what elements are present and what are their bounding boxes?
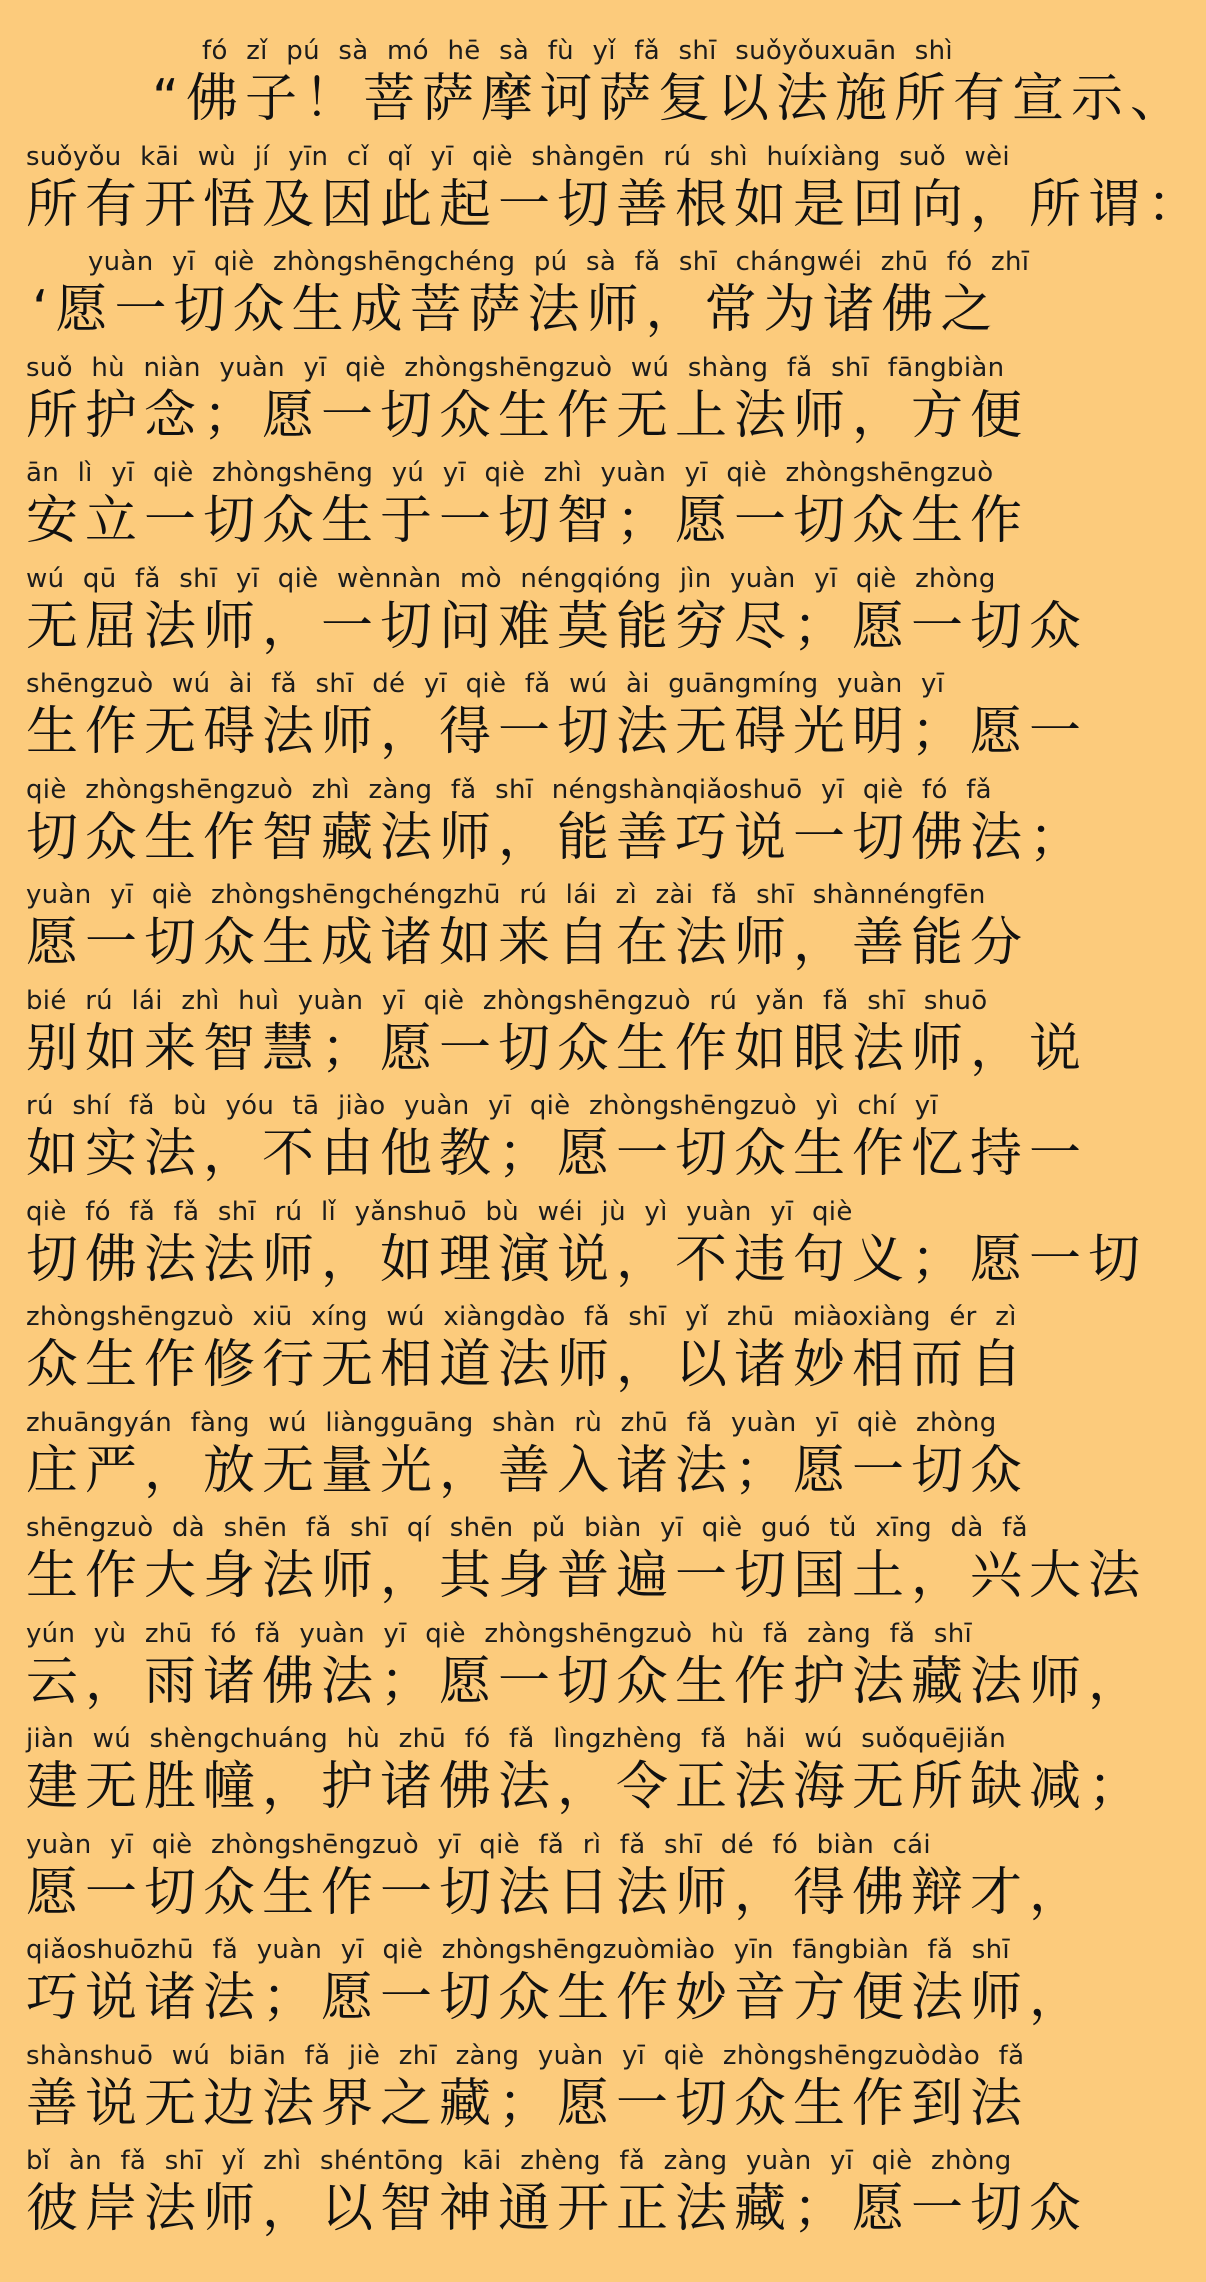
hanzi-row: 切众生作智藏法师，能善巧说一切佛法； xyxy=(26,807,1089,868)
verse-line-21 xyxy=(26,2144,1089,2250)
pinyin-row: zhòngshēngzuò xiū xíng wú xiàngdào fǎ shī yǐ zhū miàoxiàng ér zì xyxy=(26,1302,1017,1332)
hanzi-row: 巧说诸法；愿一切众生作妙音方便法师， xyxy=(26,1968,1089,2028)
hanzi-row: 别如来智慧；愿一切众生作如眼法师，说 xyxy=(26,1018,1089,1079)
verse-line-4 xyxy=(26,351,1058,457)
verse-line-18 xyxy=(26,1828,1089,1934)
hanzi-row: 如实法，不由他教；愿一切众生作忆持一 xyxy=(26,1124,1089,1184)
hanzi-row: 愿一切众生成诸如来自在法师，善能分 xyxy=(26,913,1030,973)
pinyin-row: zhuāngyán fàng wú liàngguāng shàn rù zhū fǎ yuàn yī qiè zhòng xyxy=(26,1407,997,1438)
hanzi-row: 所有开悟及因此起一切善根如是回向，所谓： xyxy=(26,174,1206,235)
verse-line-10 xyxy=(26,984,1089,1090)
pinyin-row: rú shí fǎ bù yóu tā jiào yuàn yī qiè zhòngshēngzuò yì chí yī xyxy=(26,1091,938,1121)
verse-line-20 xyxy=(26,2039,1058,2145)
pinyin-row: shēngzuò wú ài fǎ shī dé yī qiè fǎ wú ài guāngmíng yuàn yī xyxy=(26,669,945,699)
verse-line-6 xyxy=(26,562,1089,668)
hanzi-row: 切佛法法师，如理演说，不违句义；愿一切 xyxy=(26,1229,1148,1290)
verse-line-3 xyxy=(26,245,1058,351)
hanzi-row: 众生作修行无相道法师，以诸妙相而自 xyxy=(26,1335,1030,1395)
verse-line-9 xyxy=(26,878,1058,984)
verse-line-13 xyxy=(26,1300,1058,1406)
pinyin-row: yuàn yī qiè zhòngshēngzuò yī qiè fǎ rì fǎ shī dé fó biàn cái xyxy=(26,1829,931,1860)
hanzi-row: ‘愿一切众生成菩萨法师，常为诸佛之 xyxy=(32,280,1000,340)
hanzi-row: 生作无碍法师，得一切法无碍光明；愿一 xyxy=(26,702,1089,762)
hanzi-row: 无屈法师，一切问难莫能穷尽；愿一切众 xyxy=(26,596,1089,657)
hanzi-row: 云，雨诸佛法；愿一切众生作护法藏法师， xyxy=(26,1651,1148,1712)
hanzi-row: 愿一切众生作一切法日法师，得佛辩才， xyxy=(26,1862,1089,1923)
pinyin-row: qiè fó fǎ fǎ shī rú lǐ yǎnshuō bù wéi jù yì yuàn yī qiè xyxy=(26,1196,853,1227)
hanzi-row: 安立一切众生于一切智；愿一切众生作 xyxy=(26,491,1030,551)
pinyin-row: fó zǐ pú sà mó hē sà fù yǐ fǎ shī suǒyǒuxuān shì xyxy=(202,36,953,66)
verse-line-17 xyxy=(26,1722,1148,1828)
pinyin-row: shēngzuò dà shēn fǎ shī qí shēn pǔ biàn yī qiè guó tǔ xīng dà fǎ xyxy=(26,1513,1028,1543)
hanzi-row: “佛子！菩萨摩诃萨复以法施所有宣示、 xyxy=(152,69,1189,129)
pinyin-row: bié rú lái zhì huì yuàn yī qiè zhòngshēngzuò rú yǎn fǎ shī shuō xyxy=(26,985,988,1016)
pinyin-row: suǒ hù niàn yuàn yī qiè zhòngshēngzuò wú shàng fǎ shī fāngbiàn xyxy=(26,352,1005,383)
verse-line-7 xyxy=(26,667,1089,773)
verse-line-14 xyxy=(26,1406,1058,1512)
verse-line-2 xyxy=(26,140,1206,246)
hanzi-row: 庄严，放无量光，善入诸法；愿一切众 xyxy=(26,1440,1030,1501)
hanzi-row: 善说无边法界之藏；愿一切众生作到法 xyxy=(26,2073,1030,2134)
pinyin-row: jiàn wú shèngchuáng hù zhū fó fǎ lìngzhèng fǎ hǎi wú suǒquējiǎn xyxy=(26,1724,1007,1754)
hanzi-row: 所护念；愿一切众生作无上法师，方便 xyxy=(26,385,1030,446)
verse-line-1 xyxy=(26,34,1189,140)
pinyin-row: yuàn yī qiè zhòngshēngchéng pú sà fǎ shī chángwéi zhū fó zhī xyxy=(88,247,1030,277)
pinyin-row: shànshuō wú biān fǎ jiè zhī zàng yuàn yī qiè zhòngshēngzuòdào fǎ xyxy=(26,2040,1025,2071)
pinyin-row: qiǎoshuōzhū fǎ yuàn yī qiè zhòngshēngzuòmiào yīn fāngbiàn fǎ shī xyxy=(26,1935,1010,1965)
verse-line-16 xyxy=(26,1617,1148,1723)
verse-line-12 xyxy=(26,1195,1148,1301)
pinyin-row: yún yù zhū fó fǎ yuàn yī qiè zhòngshēngzuò hù fǎ zàng fǎ shī xyxy=(26,1618,973,1649)
pinyin-row: qiè zhòngshēngzuò zhì zàng fǎ shī néngshànqiǎoshuō yī qiè fó fǎ xyxy=(26,774,992,805)
pinyin-row: suǒyǒu kāi wù jí yīn cǐ qǐ yī qiè shàngēn rú shì huíxiàng suǒ wèi xyxy=(26,141,1010,172)
verse-line-11 xyxy=(26,1089,1089,1195)
verse-line-5 xyxy=(26,456,1058,562)
verse-line-15 xyxy=(26,1511,1148,1617)
verse-line-8 xyxy=(26,773,1089,879)
pinyin-row: yuàn yī qiè zhòngshēngchéngzhū rú lái zì zài fǎ shī shànnéngfēn xyxy=(26,880,986,910)
pinyin-row: wú qū fǎ shī yī qiè wènnàn mò néngqióng jìn yuàn yī qiè zhòng xyxy=(26,563,996,594)
pinyin-row: ān lì yī qiè zhòngshēng yú yī qiè zhì yuàn yī qiè zhòngshēngzuò xyxy=(26,458,994,488)
pinyin-row: bǐ àn fǎ shī yǐ zhì shéntōng kāi zhèng fǎ zàng yuàn yī qiè zhòng xyxy=(26,2146,1012,2176)
hanzi-row: 建无胜幢，护诸佛法，令正法海无所缺减； xyxy=(26,1757,1148,1817)
verse-line-19 xyxy=(26,1933,1089,2039)
hanzi-row: 彼岸法师，以智神通开正法藏；愿一切众 xyxy=(26,2179,1089,2239)
hanzi-row: 生作大身法师，其身普遍一切国土，兴大法 xyxy=(26,1546,1148,1606)
